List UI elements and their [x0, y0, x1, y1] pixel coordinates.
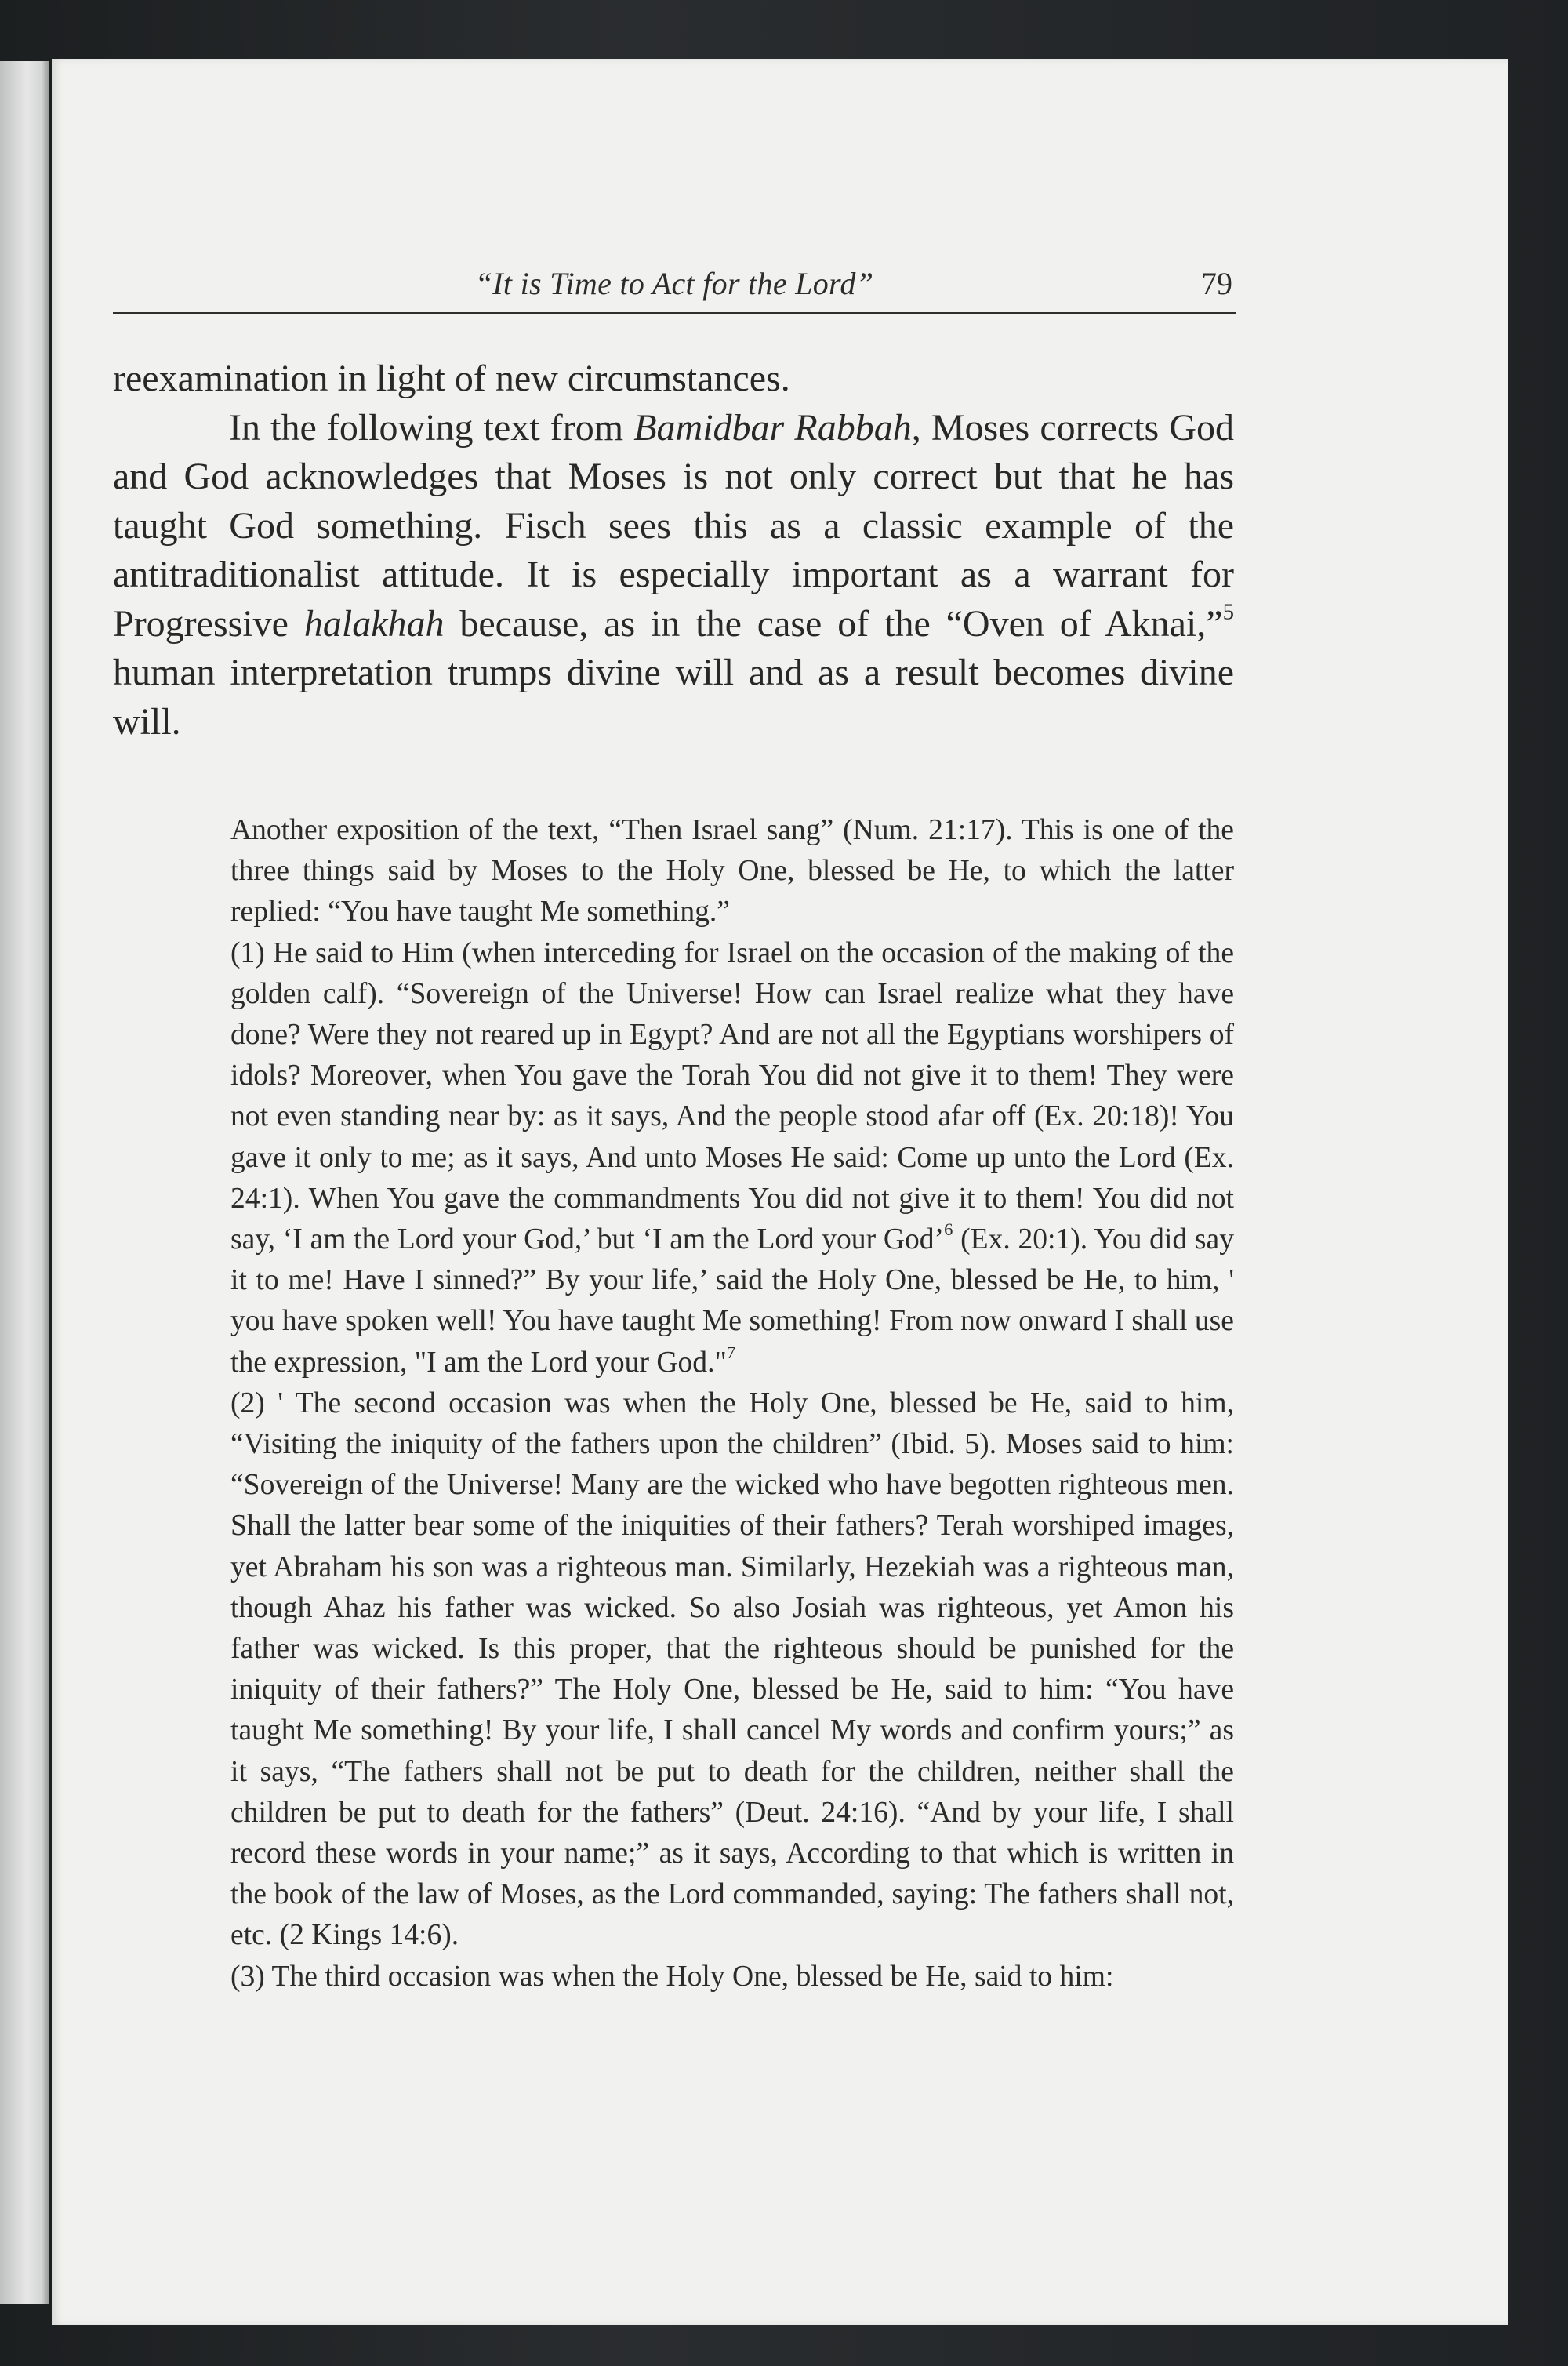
quote-occasion-3: (3) The third occasion was when the Holy One, blessed be He, said to him:	[230, 1960, 1114, 1993]
body-paragraph-2-text-d: human interpretation trumps divine will and as a result becomes divine will.	[113, 652, 1234, 743]
term-halakhah: halakhah	[303, 602, 445, 645]
body-paragraph-2-text-c: because, as in the case of the “Oven of Aknai,”	[444, 602, 1223, 645]
quote-occasion-1	[230, 933, 1234, 1383]
body-paragraph-1: reexamination in light of new circumstances.	[113, 358, 790, 399]
body-paragraph-2-text-a: In the following text from	[229, 406, 634, 449]
page-number: 79	[1201, 266, 1232, 301]
quote-occasion-1-text-b: (Ex. 20:1). You did say it to me! Have I sinned?” By your life,’ said the Holy One, blessed be He, to him, ' you have spoken well! You have taught Me something! From now onward I shall use the expression, "I am the Lord your God."	[230, 1223, 1234, 1379]
quote-occasion-1-text-a: (1) He said to Him (when interceding for Israel on the occasion of the making of the golden calf). “Sovereign of the Universe! How can Israel realize what they have done? Were they not reared up in Egypt? And are not all the Egyptians worshipers of idols? Moreover, when You gave the Torah You did not give it to them! They were not even standing near by: as it says, And the people stood afar off (Ex. 20:18)! You gave it only to me; as it says, And unto Moses He said: Come up unto the Lord (Ex. 24:1). When You gave the commandments You did not give it to them! You did not say, ‘I am the Lord your God,’ but ‘I am the Lord your God’	[230, 936, 1234, 1256]
running-head	[113, 263, 1236, 314]
body-paragraph-2-text-b: , Moses corrects God and God acknowledges that Moses is not only correct but that he has taught God something. Fisch sees this as a classic example of the antitraditionalist attitude. It is especially important as a warrant for Progressive	[113, 406, 1235, 645]
footnote-marker-6: 6	[944, 1219, 953, 1240]
quote-occasion-2: (2) ' The second occasion was when the Holy One, blessed be He, said to him, “Visiting the iniquity of the fathers upon the children” (Ibid. 5). Moses said to him: “Sovereign of the Universe! Many are the wicked who have begotten righteous men. Shall the latter bear some of the iniquities of their fathers? Terah worshiped images, yet Abraham his son was a righteous man. Similarly, Hezekiah was a righteous man, though Ahaz his father was wicked. So also Josiah was righteous, yet Amon his father was wicked. Is this proper, that the righteous should be punished for the iniquity of their fathers?” The Holy One, blessed be He, said to him: “You have taught Me something! By your life, I shall cancel My words and confirm yours;” as it says, “The fathers shall not be put to death for the children, neither shall the children be put to death for the fathers” (Deut. 24:16). “And by your life, I shall record these words in your name;” as it says, According to that which is written in the book of the law of Moses, as the Lord commanded, saying: The fathers shall not, etc. (2 Kings 14:6).	[230, 1387, 1234, 1952]
footnote-marker-7: 7	[726, 1342, 736, 1362]
body-paragraph-2	[113, 404, 1234, 747]
previous-page-edge	[0, 61, 49, 2304]
block-quote	[230, 810, 1234, 1997]
work-title-bamidbar-rabbah: Bamidbar Rabbah	[633, 406, 912, 449]
quote-intro: Another exposition of the text, “Then Israel sang” (Num. 21:17). This is one of the three things said by Moses to the Holy One, blessed be He, to which the latter replied: “You have taught Me something.”	[230, 814, 1234, 929]
running-head-title: “It is Time to Act for the Lord”	[474, 266, 874, 301]
footnote-marker-5: 5	[1222, 598, 1235, 624]
body-text	[113, 354, 1234, 747]
